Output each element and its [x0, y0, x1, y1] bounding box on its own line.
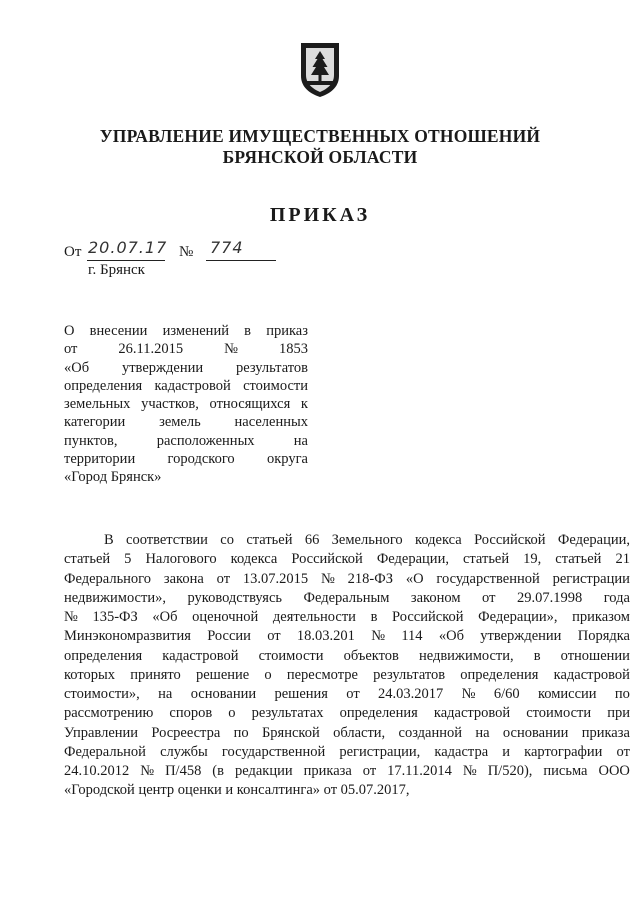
word: П/520),	[487, 763, 533, 779]
word: в	[370, 609, 378, 625]
word: Брянской	[261, 724, 320, 741]
word: от	[267, 628, 281, 645]
word: 17.11.2014	[387, 763, 452, 779]
word: приказ	[266, 323, 308, 339]
word: результатов	[373, 666, 446, 683]
word: статьей	[64, 551, 111, 568]
word: (в	[212, 763, 224, 779]
word: Порядка	[577, 628, 630, 645]
word: письма	[543, 763, 588, 779]
word: 6/60	[493, 686, 520, 702]
word: №	[462, 763, 477, 779]
word: статьей	[555, 551, 602, 568]
word: стоимости»,	[64, 686, 140, 702]
number-label: №	[179, 244, 194, 260]
word: пунктов,	[64, 432, 118, 449]
word: Федеральным	[303, 589, 390, 606]
word: при	[607, 705, 630, 722]
body-line	[64, 743, 630, 762]
organization-name-line1: УПРАВЛЕНИЕ ИМУЩЕСТВЕННЫХ ОТНОШЕНИЙ	[99, 126, 541, 146]
word: закона	[163, 570, 204, 587]
handwritten-date: 20.07.17	[88, 238, 168, 257]
word: года	[603, 589, 630, 606]
word: принято	[130, 666, 181, 683]
word: редакции	[234, 763, 293, 779]
word: от	[482, 589, 496, 606]
word: основании	[502, 724, 569, 741]
word: В	[104, 532, 114, 548]
body-line	[64, 762, 630, 781]
word: Федерации,	[376, 551, 449, 568]
word: территории	[64, 451, 136, 468]
word: споров	[169, 705, 213, 722]
word: приказом	[572, 609, 630, 625]
word: 13.07.2015	[242, 570, 309, 587]
subject-line	[64, 395, 308, 413]
word: 24.10.2012	[64, 763, 130, 779]
body-paragraph	[64, 531, 630, 801]
word: стоимости	[258, 647, 324, 664]
word: О	[64, 323, 75, 339]
word: 29.07.1998	[516, 589, 583, 606]
word: в	[244, 323, 252, 339]
word: стоимости	[526, 705, 592, 722]
word: относящихся	[209, 396, 291, 413]
word: решение	[195, 666, 250, 683]
word: определения	[339, 705, 418, 722]
word: изменений	[162, 323, 229, 339]
word: приказа	[303, 763, 352, 779]
word: утверждении	[480, 628, 562, 645]
word: округа	[267, 451, 308, 468]
word: со	[220, 532, 234, 548]
document-type-title: ПРИКАЗ	[269, 204, 371, 226]
subject-line: «Город Брянск»	[64, 469, 162, 486]
word: пересмотре	[286, 666, 358, 683]
body-line	[64, 531, 630, 550]
word: созданной	[398, 724, 463, 741]
word: кадастровой	[162, 647, 239, 664]
word: решения	[274, 686, 328, 702]
body-line: «Городской центр оценки и консалтинга» от 05.07.2017,	[64, 782, 410, 799]
body-line	[64, 550, 630, 569]
subject-line	[64, 359, 308, 377]
word: №	[320, 570, 335, 587]
word: и	[502, 743, 511, 760]
body-line	[64, 724, 630, 743]
body-line	[64, 589, 630, 608]
word: 18.03.201	[296, 628, 355, 645]
word: рассмотрению	[64, 705, 154, 722]
word: №	[140, 763, 155, 779]
word: Федеральной	[64, 743, 146, 760]
word: на	[475, 724, 490, 741]
word: стоимости	[243, 377, 308, 394]
word: 66	[304, 532, 320, 548]
body-line	[64, 704, 630, 723]
word: законом	[410, 589, 461, 606]
word: недвижимости,	[418, 647, 514, 664]
subject-line	[64, 340, 308, 358]
subject-block	[64, 322, 308, 487]
word: службы	[160, 743, 208, 760]
word: 24.03.2017	[378, 686, 444, 702]
word: Российской	[474, 532, 546, 548]
number-underline	[206, 260, 276, 261]
word: оценочной	[192, 609, 259, 625]
word: о	[228, 705, 236, 722]
word: которых	[64, 666, 116, 683]
body-line	[64, 608, 630, 627]
word: земельных	[64, 396, 131, 413]
word: недвижимости»,	[64, 589, 166, 606]
word: утверждении	[121, 359, 204, 376]
date-label: От	[64, 244, 82, 260]
word: №	[64, 609, 78, 625]
word: картографии	[524, 743, 603, 760]
word: от	[346, 686, 360, 702]
word: регистрации,	[339, 743, 421, 760]
word: на	[158, 686, 173, 702]
word: категории	[64, 414, 126, 431]
word: приказа	[581, 724, 630, 741]
word: кодекса	[415, 532, 462, 548]
word: кадастровой	[154, 377, 231, 394]
word: от	[216, 570, 231, 587]
body-line	[64, 570, 630, 589]
word: Федерации»,	[478, 609, 558, 625]
word: объектов	[343, 647, 399, 664]
word: участков,	[141, 396, 199, 413]
word: «Об	[64, 359, 90, 376]
word: «О	[405, 570, 424, 587]
word: 5	[124, 551, 132, 568]
word: комиссии	[537, 686, 597, 702]
body-line	[64, 666, 630, 685]
word: определения	[460, 666, 539, 683]
handwritten-number: 774	[210, 238, 244, 257]
word: руководствуясь	[187, 589, 283, 606]
organization-name-line2: БРЯНСКОЙ ОБЛАСТИ	[222, 147, 418, 167]
word: 19,	[523, 551, 542, 568]
word: отношении	[560, 647, 630, 664]
word: основании	[190, 686, 257, 702]
word: к	[300, 396, 308, 413]
word: от	[362, 763, 377, 779]
subject-line	[64, 413, 308, 431]
word: расположенных	[156, 432, 255, 449]
bryansk-coat-of-arms-icon	[298, 40, 342, 98]
word: ООО	[598, 763, 630, 779]
word: государственной	[221, 743, 326, 760]
word: №	[371, 628, 386, 645]
body-line	[64, 685, 630, 704]
word: 21	[615, 551, 630, 568]
word: кадастра	[434, 743, 489, 760]
word: государственной	[436, 570, 540, 587]
word: Минэкономразвития	[64, 628, 191, 645]
word: на	[293, 432, 308, 449]
word: по	[614, 686, 630, 702]
word: определения	[64, 647, 143, 664]
subject-line	[64, 322, 308, 340]
word: Земельного	[331, 532, 403, 548]
word: кадастровой	[553, 666, 630, 683]
word: внесении	[89, 323, 148, 339]
word: Налогового	[145, 551, 217, 568]
word: Федерации,	[557, 532, 630, 548]
word: Управлении	[64, 724, 139, 741]
word: 218-ФЗ	[347, 570, 393, 587]
word: «Об	[152, 609, 178, 625]
word: результатах	[251, 705, 324, 722]
word: регистрации	[552, 570, 630, 587]
word: Российской	[291, 551, 363, 568]
word: городского	[167, 451, 235, 468]
word: по	[233, 724, 249, 741]
word: статьей	[246, 532, 293, 548]
word: о	[264, 666, 272, 683]
word: определения	[64, 377, 143, 394]
word: области,	[333, 724, 386, 741]
word: Росреестра	[151, 724, 221, 741]
word: деятельности	[272, 609, 356, 625]
body-line	[64, 647, 630, 666]
word: 1853	[278, 341, 308, 358]
date-underline	[87, 260, 165, 261]
word: от	[616, 743, 630, 760]
word: «Об	[438, 628, 464, 645]
word: кадастровой	[433, 705, 511, 722]
word: результатов	[235, 359, 308, 376]
word: Российской	[392, 609, 464, 625]
word: соответствии	[126, 532, 208, 548]
word: земель	[159, 414, 201, 431]
word: 135-ФЗ	[92, 609, 138, 625]
subject-line	[64, 432, 308, 450]
word: П/458	[165, 763, 202, 779]
word: статьей	[462, 551, 510, 568]
word: кодекса	[230, 551, 278, 568]
body-line	[64, 627, 630, 646]
subject-line	[64, 377, 308, 395]
word: в	[533, 647, 541, 664]
subject-line	[64, 450, 308, 468]
city-label: г. Брянск	[88, 262, 145, 278]
word: России	[207, 628, 251, 645]
word: 114	[401, 628, 423, 645]
word: Федерального	[64, 570, 152, 587]
word: 26.11.2015	[118, 341, 184, 358]
word: населенных	[234, 414, 308, 431]
word: от	[64, 341, 78, 358]
word: №	[461, 686, 476, 702]
word: №	[224, 341, 238, 358]
